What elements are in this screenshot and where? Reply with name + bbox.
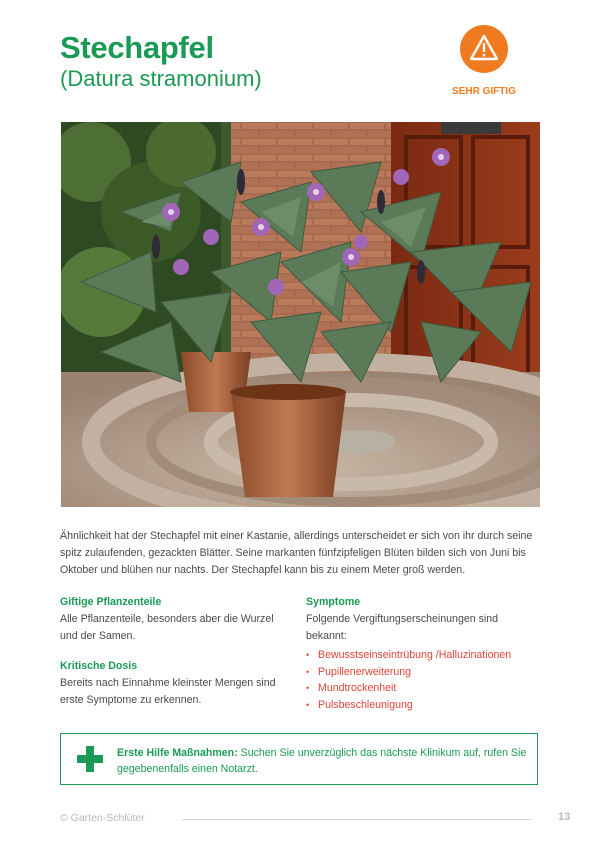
copyright: © Garten-Schlüter — [60, 812, 145, 824]
list-item: • Mundtrockenheit — [306, 680, 511, 697]
intro-text: Ähnlichkeit hat der Stechapfel mit einer Kastanie, allerdings unterscheidet er sich von ihr durch seine spitz zulaufenden, gezackten Blätter. Seine markanten fünfzipfeligen Blüten bilden sich von Juni bis Oktober und blühen nur nachts. Der Stechapfel kann bis zu einem Meter groß werden. — [60, 530, 533, 576]
critical-dose-text: Bereits nach Einnahme kleinster Mengen sind erste Symptome zu erkennen. — [60, 677, 276, 706]
first-aid-body: Suchen Sie unverzüglich das nächste Klinikum auf, rufen Sie gegebenenfalls einen Notarzt. — [117, 747, 527, 775]
toxic-parts-heading: Giftige Pflanzenteile — [60, 596, 162, 608]
first-aid-label: Erste Hilfe Maßnahmen: — [117, 747, 238, 759]
plus-icon — [77, 746, 103, 772]
warning-triangle-icon — [460, 25, 508, 73]
symptoms-text: Folgende Vergiftungserscheinungen sind bekannt: — [306, 613, 499, 642]
list-item: • Pulsbeschleunigung — [306, 697, 511, 714]
symptoms-list — [306, 647, 511, 713]
page-title: Stechapfel — [60, 30, 214, 65]
first-aid-text — [117, 745, 527, 777]
plant-photo — [61, 122, 540, 507]
toxic-parts-text: Alle Pflanzenteile, besonders aber die Wurzel und der Samen. — [60, 613, 274, 642]
warning-badge — [460, 25, 508, 73]
page-number: 13 — [558, 811, 571, 823]
list-item: • Pupillenerweiterung — [306, 664, 511, 681]
critical-dose-heading: Kritische Dosis — [60, 660, 138, 672]
page-subtitle: (Datura stramonium) — [60, 66, 262, 91]
symptoms-heading: Symptome — [306, 596, 361, 608]
footer-divider — [182, 819, 532, 820]
list-item: • Bewusstseinseintrübung /Halluzinationen — [306, 647, 511, 664]
warning-label: SEHR GIFTIG — [452, 86, 516, 97]
first-aid-box — [60, 733, 538, 785]
